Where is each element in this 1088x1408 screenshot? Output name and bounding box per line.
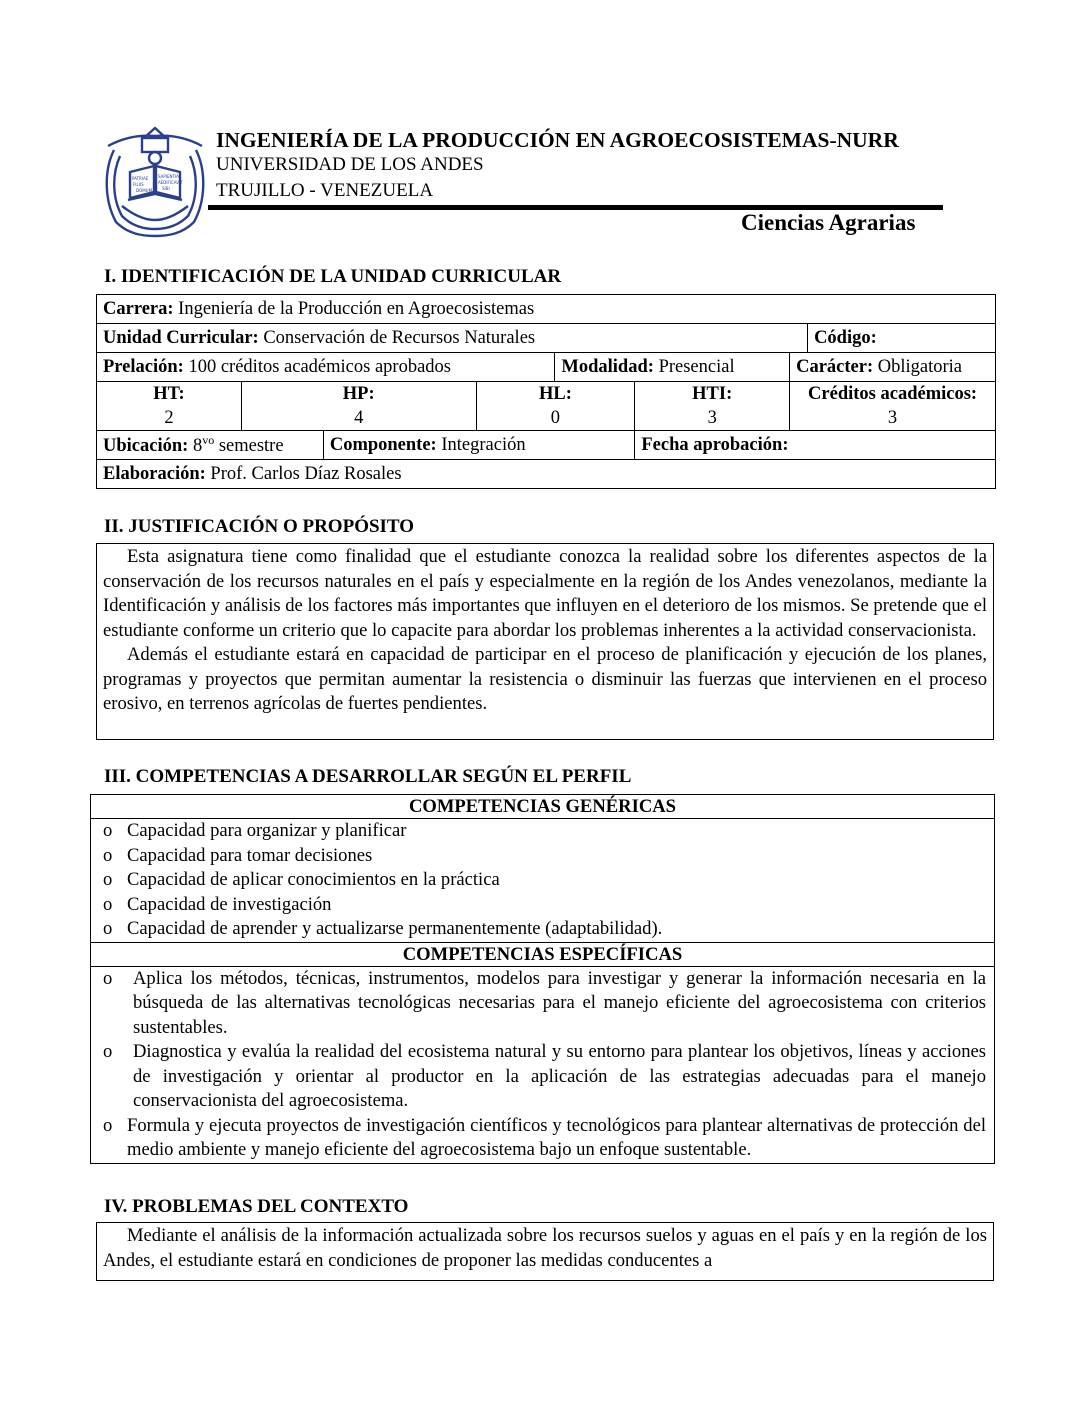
section-1-title: I. IDENTIFICACIÓN DE LA UNIDAD CURRICULAR xyxy=(104,266,562,287)
list-item: o Capacidad de investigación xyxy=(91,893,994,918)
elaboracion-label: Elaboración: xyxy=(103,463,206,484)
list-item: o Capacidad para organizar y planificar xyxy=(91,819,994,844)
context-box xyxy=(96,1222,994,1281)
section-3-title: III. COMPETENCIAS A DESARROLLAR SEGÚN EL PERFIL xyxy=(104,766,632,787)
table-row-carrera xyxy=(97,295,996,324)
context-paragraph-1: Mediante el análisis de la información actualizada sobre los recursos suelos y aguas en el país y en la región de los Andes, el estudiante estará en condiciones de proponer las medidas conducentes a xyxy=(103,1225,987,1271)
componente-value: Integración xyxy=(441,434,526,455)
hp-label: HP: xyxy=(342,384,375,404)
svg-text:SIBI: SIBI xyxy=(162,186,170,191)
ht-label: HT: xyxy=(153,384,185,404)
svg-text:SAPIENTIA: SAPIENTIA xyxy=(158,174,179,179)
hti-value: 3 xyxy=(707,408,717,428)
table-row-ubicacion xyxy=(97,431,996,460)
table-row-elaboracion xyxy=(97,460,996,489)
caracter-label: Carácter: xyxy=(796,356,874,377)
carrera-value: Ingeniería de la Producción en Agroecosistemas xyxy=(178,298,535,319)
hti-label: HTI: xyxy=(692,384,733,404)
prelacion-label: Prelación: xyxy=(103,356,184,377)
competencies-table xyxy=(90,794,995,1164)
specific-competencies-list xyxy=(91,967,994,1163)
table-row-hours xyxy=(97,382,996,431)
creditos-label: Créditos académicos: xyxy=(808,384,978,404)
prelacion-value: 100 créditos académicos aprobados xyxy=(188,356,451,377)
justification-paragraph-2: Además el estudiante estará en capacidad de participar en el proceso de planificación y ejecución de los planes, programas y proyectos que permitan aumentar la resistencia o disminuir las fuerzas que intervienen en el proceso erosivo, en terrenos agrícolas de fuertes pendientes. xyxy=(103,644,987,714)
specific-competencies-heading: COMPETENCIAS ESPECÍFICAS xyxy=(91,942,994,967)
ubicacion-number: 8 xyxy=(192,436,203,457)
program-title: INGENIERÍA DE LA PRODUCCIÓN EN AGROECOSISTEMAS-NURR xyxy=(216,128,899,152)
unidad-label: Unidad Curricular: xyxy=(103,327,259,348)
table-row-unidad xyxy=(97,324,996,353)
university-seal-logo xyxy=(100,126,210,238)
university-name: UNIVERSIDAD DE LOS ANDES xyxy=(216,154,484,175)
svg-text:AEDIFICAVIT: AEDIFICAVIT xyxy=(158,180,183,185)
justification-box xyxy=(96,543,994,740)
list-item: o Capacidad de aplicar conocimientos en la práctica xyxy=(91,868,994,893)
list-item: o Aplica los métodos, técnicas, instrumentos, modelos para investigar y generar la información necesaria en la búsqueda de las alternativas tecnológicas necesarias para el manejo eficiente del agroecosistema con criterios sustentables. xyxy=(91,967,994,1041)
componente-label: Componente: xyxy=(329,434,437,455)
area-label: Ciencias Agrarias xyxy=(741,210,916,235)
ubicacion-label: Ubicación: xyxy=(103,436,189,457)
hp-value: 4 xyxy=(354,408,364,428)
unidad-value: Conservación de Recursos Naturales xyxy=(263,327,536,348)
generic-competencies-list xyxy=(91,819,994,942)
generic-competencies-heading: COMPETENCIAS GENÉRICAS xyxy=(91,795,994,819)
creditos-value: 3 xyxy=(887,408,898,428)
caracter-value: Obligatoria xyxy=(877,356,963,377)
hl-label: HL: xyxy=(538,384,572,404)
svg-text:DOMUM: DOMUM xyxy=(136,188,153,193)
list-item: o Capacidad de aprender y actualizarse permanentemente (adaptabilidad). xyxy=(91,917,994,942)
modalidad-label: Modalidad: xyxy=(561,356,654,377)
list-item: o Diagnostica y evalúa la realidad del ecosistema natural y su entorno para plantear los objetivos, líneas y acciones de investigación y orientar al productor en la aplicación de las estrategias adecuadas para el manejo conservacionista del agroecosistema. xyxy=(91,1040,994,1114)
section-4-title: IV. PROBLEMAS DEL CONTEXTO xyxy=(104,1196,409,1217)
university-city: TRUJILLO - VENEZUELA xyxy=(216,180,434,201)
ubicacion-ordinal: vo xyxy=(202,432,215,447)
table-row-prelacion xyxy=(97,353,996,382)
list-item: o Capacidad para tomar decisiones xyxy=(91,844,994,869)
svg-text:PATRIAE: PATRIAE xyxy=(132,176,149,181)
ubicacion-semestre: semestre xyxy=(214,436,284,457)
modalidad-value: Presencial xyxy=(658,356,735,377)
justification-paragraph-1: Esta asignatura tiene como finalidad que el estudiante conozca la realidad sobre los diferentes aspectos de la conservación de los recursos naturales en el país y especialmente en la región de los Andes venezolanos, mediante la Identificación y análisis de los factores más importantes que influyen en el deterioro de los mismos. Se pretende que el estudiante conforme un criterio que lo capacite para abordar los problemas inherentes a la actividad conservacionista. xyxy=(103,546,987,641)
ht-value: 2 xyxy=(164,408,174,428)
identification-table xyxy=(96,294,996,489)
section-2-title: II. JUSTIFICACIÓN O PROPÓSITO xyxy=(104,516,415,537)
fecha-aprobacion-label: Fecha aprobación: xyxy=(641,434,789,455)
carrera-label: Carrera: xyxy=(103,298,174,319)
list-item: o Formula y ejecuta proyectos de investigación científicos y tecnológicos para plantear alternativas de protección del medio ambiente y manejo eficiente del agroecosistema bajo un enfoque sustentable. xyxy=(91,1114,994,1163)
elaboracion-value: Prof. Carlos Díaz Rosales xyxy=(210,463,402,484)
codigo-label: Código: xyxy=(814,327,877,348)
hl-value: 0 xyxy=(550,408,561,428)
svg-text:FILIIS: FILIIS xyxy=(133,182,144,187)
